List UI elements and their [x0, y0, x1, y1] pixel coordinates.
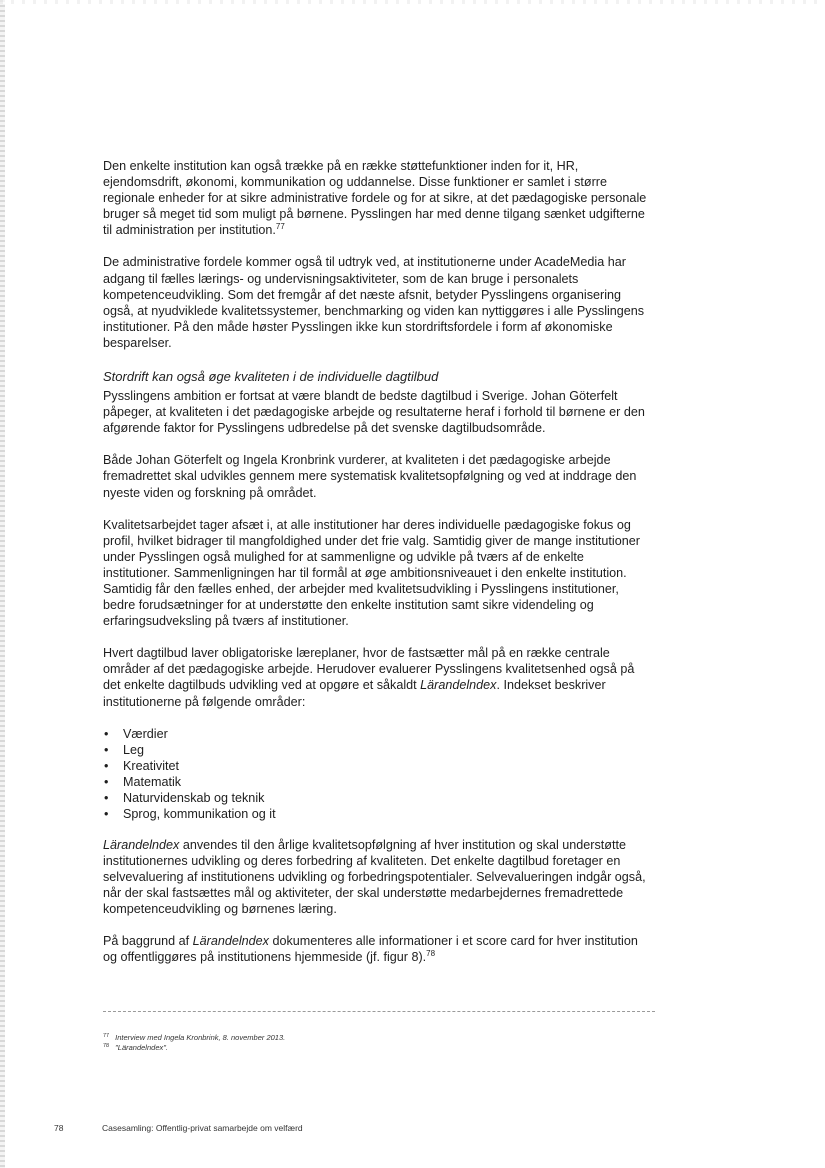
paragraph-curriculum: Hvert dagtilbud laver obligatoriske læreplaner, hvor de fastsætter mål på en række centrale områder af det pædagogiske arbejde. Herudover evaluerer Pysslingens kvalitetsenhed også på det enkelte dagtilbuds udvikling ved at opgøre et såkaldt Lärandelndex. Indekset beskriver institutionerne på følgende områder: [103, 646, 635, 709]
footnote-78: $^{78}$ "Lärandelndex". [103, 1042, 168, 1052]
paragraph-administrative-benefits: De administrative fordele kommer også til udtryk ved, at institutionerne under AcadeMedia har adgang til fælles lærings- og undervisningsaktiviteter, som de kan bruge i personalets kompetenceudvikling. Som det fremgår af det næste afsnit, betyder Pysslingens organisering også, at nyudviklede kvalitetssystemer, benchmarking og viden kan nyttiggøres i alle Pysslingens institutioner. På den måde høster Pysslingen ikke kun stordriftsfordele i form af økonomiske besparelser. [103, 255, 645, 350]
paragraph-support-functions: Den enkelte institution kan også trække på en række støttefunktioner inden for it, HR, ejendomsdrift, økonomi, kommunikation og uddannelse. Disse funktioner er samlet i større regionale enheder for at sikre administrative fordele og for at sikre, at det pædagogiske personale bruger så meget tid som muligt på børnene. Pysslingen har med denne tilgang sænket udgifterne til administration per institution.$^{77}$ [103, 159, 647, 238]
larandelndex-term: Lärandelndex [103, 837, 180, 852]
scan-edge-artifact [0, 0, 5, 1168]
footnote-divider [103, 1011, 655, 1012]
list-item: • Matematik [123, 774, 651, 790]
list-item: • Værdier [123, 726, 651, 742]
footnotes [103, 1033, 663, 1053]
paragraph-index-usage: Lärandelndex anvendes til den årlige kvalitetsopfølgning af hver institution og skal understøtte institutionernes udvikling og deres forbedring af kvaliteten. Det enkelte dagtilbud foretager en selvevaluering af institutionens udvikling og forbedringspotentialer. Selvevalueringen indgår også, når der skal fastsættes mål og aktiviteter, der skal understøtte medarbejdernes fremadrettede kompetenceudvikling og børnenes læring. [103, 837, 646, 916]
footnote-ref-78: 78 [426, 949, 436, 958]
paragraph-ambition: Pysslingens ambition er fortsat at være blandt de bedste dagtilbud i Sverige. Johan Göterfelt påpeger, at kvaliteten i det pædagogiske arbejde og resultaterne heraf i forhold til børnene er den afgørende faktor for Pysslingens udbredelse på det svenske dagtilbudsområde. [103, 389, 645, 436]
paragraph-score-card: På baggrund af Lärandelndex dokumenteres alle informationer i et score card for hver institution og offentliggøres på institutionens hjemmeside (jf. figur 8).$^{78}$ [103, 934, 638, 965]
areas-list [103, 726, 651, 822]
page-number: 78 [54, 1123, 64, 1133]
list-item: • Kreativitet [123, 758, 651, 774]
section-heading: Stordrift kan også øge kvaliteten i de individuelle dagtilbud [103, 369, 439, 385]
list-item: • Naturvidenskab og teknik [123, 790, 651, 806]
running-title: Casesamling: Offentlig-privat samarbejde om velfærd [102, 1123, 303, 1133]
main-text [103, 158, 651, 981]
paragraph-quality-work: Kvalitetsarbejdet tager afsæt i, at alle institutioner har deres individuelle pædagogiske fokus og profil, hvilket bidrager til mangfoldighed under det frie valg. Samtidig giver de mange institutioner under Pysslingen også mulighed for at sammenligne og udvikle på tværs af de enkelte institutioner. Sammenligningen har til formål at øge ambitionsniveauet i den enkelte institution. Samtidig får den fælles enhed, der arbejder med kvalitetsudvikling i Pysslingens institutioner, bedre forudsætninger for at understøtte den enkelte institution samt sikre videndeling og erfaringsudveksling på tværs af institutioner. [103, 517, 640, 629]
scan-top-artifact [0, 0, 825, 4]
larandelndex-term: Lärandelndex [192, 934, 269, 949]
footnote-ref-77: 77 [275, 222, 285, 232]
footnote-77: $^{77}$ Interview med Ingela Kronbrink, 8. november 2013. [103, 1032, 286, 1042]
paragraph-quality-assessment: Både Johan Göterfelt og Ingela Kronbrink vurderer, at kvaliteten i det pædagogiske arbejde fremadrettet skal udvikles gennem mere systematisk kvalitetsopfølgning og ved at inddrage den nyeste viden og forskning på området. [103, 453, 637, 500]
larandelndex-term: Lärandelndex [420, 678, 497, 693]
list-item: • Leg [123, 742, 651, 758]
list-item: • Sprog, kommunikation og it [123, 806, 651, 822]
